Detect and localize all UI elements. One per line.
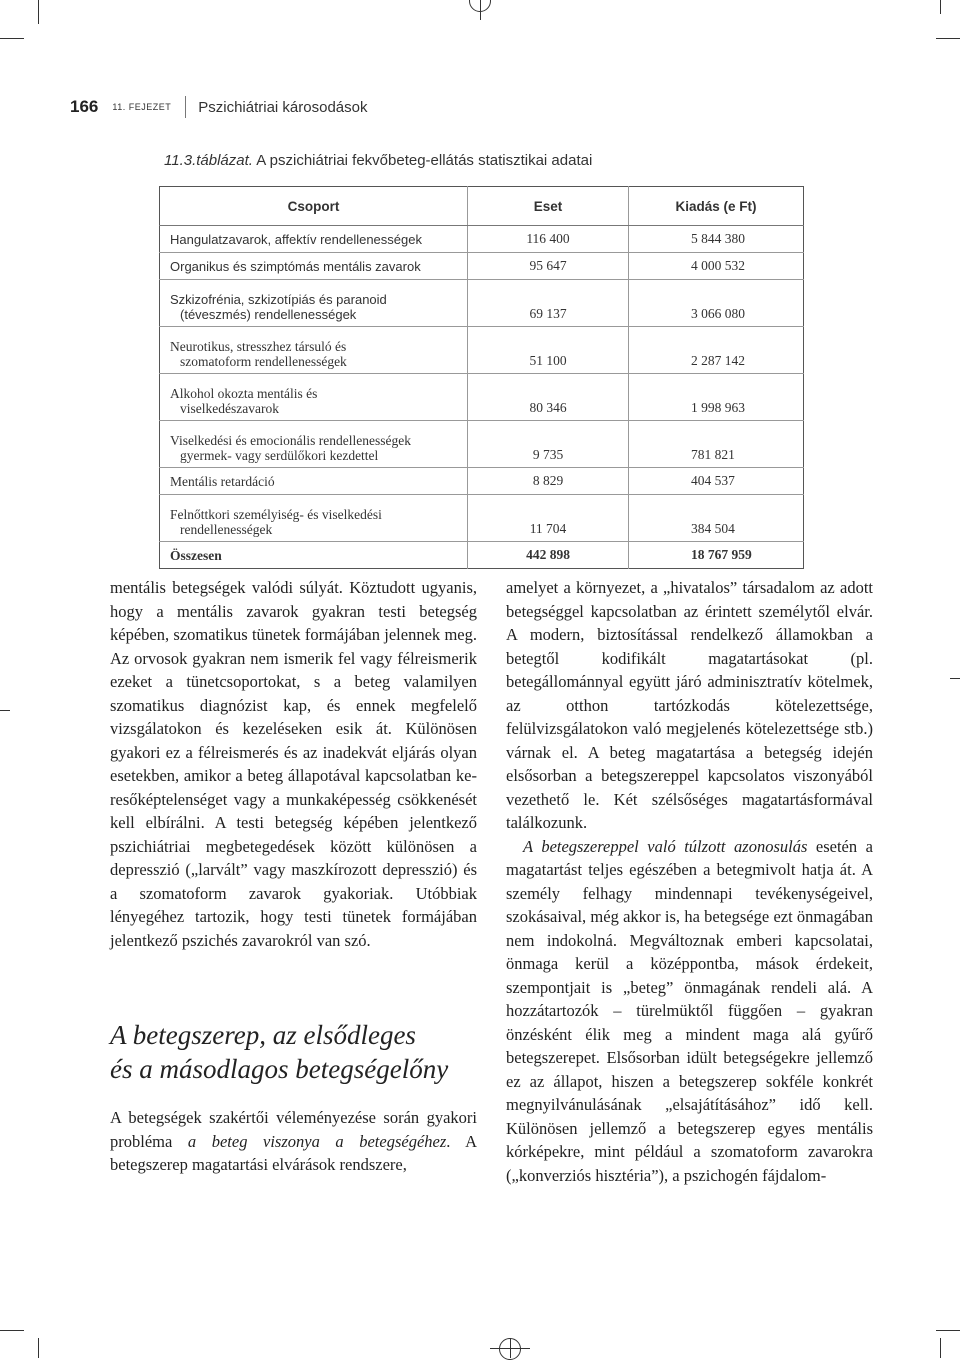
- total-label: Összesen: [160, 542, 468, 569]
- body-paragraph: A betegszereppel való túlzott azonosulás esetén a magatartást teljes egészében a betegmivolt hatja át. A személy felhagy mindennapi tevékenységeivel, szokásaival, még akkor is, ha betegsége ezt önmagában nem indokolná. Megváltoznak emberi kapcsolatai, önmaga kerül a középpontba, mások érdekeit, szempontjait is „beteg” önmagának rendeli alá. A hozzátartozók – türelmüktől függően – gyakran önzésként élik meg a mindent maga alá gyűrő betegszerepet. Elsősorban idült betegségekre jellemző ez az állapot, hiszen a betegszerep sokféle konkrét megnyilvánulásának „elsajátításához” idő kell. Különösen jellemző a betegszerep egyes mentális kórképekre, mint például a szomatoform zavarokra („konverziós hisztéria”), a pszichogén fájdalom-: [506, 836, 873, 1185]
- left-text-column: [110, 576, 477, 1177]
- registration-mark-icon: [469, 0, 491, 12]
- row-label: Neurotikus, stresszhez társuló és szomatoform rendellenességek: [160, 327, 468, 374]
- emphasis-text: A betegszereppel való túlzott azonosulás: [523, 836, 808, 856]
- table-row: [160, 280, 804, 327]
- table-row: [160, 468, 804, 495]
- header-divider: [185, 96, 186, 118]
- row-expense: 1 998 963: [629, 374, 804, 421]
- section-heading-line: A betegszerep, az elsődleges: [110, 1020, 416, 1050]
- crop-mark-bottom-left-v: [38, 1338, 39, 1358]
- crop-mark-bottom-right-v: [940, 1338, 941, 1358]
- page-number: 166: [70, 97, 99, 116]
- header-group: Csoport: [160, 187, 468, 226]
- row-expense: 3 066 080: [629, 280, 804, 327]
- row-cases: 51 100: [468, 327, 629, 374]
- table-number: 11.3.táblázat.: [164, 152, 253, 169]
- header-cases: Eset: [468, 187, 629, 226]
- table-total-row: [160, 542, 804, 569]
- row-expense: 384 504: [629, 495, 804, 542]
- side-mark-right: [950, 678, 960, 679]
- crop-mark-top-right-h: [936, 38, 960, 39]
- row-cases: 9 735: [468, 421, 629, 468]
- side-mark-left: [0, 710, 10, 711]
- row-cases: 69 137: [468, 280, 629, 327]
- row-cases: 116 400: [468, 226, 629, 253]
- crop-mark-top-left-v: [38, 0, 39, 24]
- table-header-row: [160, 187, 804, 226]
- body-paragraph: mentális betegségek valódi súlyát. Köztudott ugyanis, hogy a mentális zavarok gyakran testi betegség képében, szomatikus tünetek formájában jelennek meg. Az orvosok gyakran nem ismerik fel vagy félreismerik ezeket a tünetcsoportokat, s a beteg valamilyen szomatikus diagnózist kap, és ennek megfelelő vizsgálatokon és kezeléseken esik át. Különösen gyakori ez a félreismerés és az inadekvát eljárás olyan esetekben, amikor a beteg állapotával kapcsolatban keresőképtelenséget vagy a munkaképesség csökkenését kell elbírálni. A testi betegség képében jelentkező pszichiátriai megbetegedések között különösen a depresszió („larvált” vagy maszkírozott depresszió) és a szomatoform zavarok gyakoriak. Utóbbiak lényegéhez tartozik, hogy testi tünetek formájában jelentkező pszichés zavarokról van szó.: [110, 578, 477, 950]
- crop-mark-top-left-h: [0, 38, 24, 39]
- crop-mark-bottom-left-h: [0, 1330, 24, 1331]
- registration-mark-icon: [499, 1338, 521, 1360]
- chapter-label: 11. FEJEZET: [112, 102, 172, 112]
- row-expense: 4 000 532: [629, 253, 804, 280]
- row-cases: 80 346: [468, 374, 629, 421]
- right-text-column: [506, 576, 873, 1187]
- section-heading: [110, 1018, 477, 1086]
- row-label: Alkohol okozta mentális és viselkedészavarok: [160, 374, 468, 421]
- table-row: [160, 327, 804, 374]
- crop-mark-top-right-v: [940, 0, 941, 14]
- total-expense: 18 767 959: [691, 547, 752, 562]
- total-cases: 442 898: [468, 542, 629, 569]
- row-expense: 2 287 142: [629, 327, 804, 374]
- row-cases: 8 829: [468, 468, 629, 495]
- table-row: [160, 226, 804, 253]
- emphasis-text: a beteg viszonya a betegségéhez: [187, 1131, 447, 1151]
- table-row: [160, 253, 804, 280]
- row-expense: 781 821: [629, 421, 804, 468]
- chapter-title: Pszichiátriai károsodások: [198, 98, 368, 116]
- row-cases: 95 647: [468, 253, 629, 280]
- table-caption: [164, 152, 592, 169]
- running-head: [70, 95, 367, 119]
- row-label: Felnőttkori személyiség- és viselkedési rendellenességek: [160, 495, 468, 542]
- statistics-table: [159, 186, 804, 569]
- crop-mark-bottom-right-h: [936, 1330, 960, 1331]
- row-expense: 5 844 380: [629, 226, 804, 253]
- table-row: [160, 421, 804, 468]
- row-label: Hangulatzavarok, affektív rendellenességek: [160, 226, 468, 253]
- table-row: [160, 495, 804, 542]
- table-row: [160, 374, 804, 421]
- row-cases: 11 704: [468, 495, 629, 542]
- body-paragraph: A betegségek szakértői véleményezése során gyakori probléma a beteg viszonya a betegségéhez. A betegszerep magatartási elvárások rendszere,: [110, 1108, 477, 1174]
- section-heading-line: és a másodlagos betegségelőny: [110, 1054, 449, 1084]
- row-label: Mentális retardáció: [160, 468, 468, 495]
- body-paragraph: amelyet a környezet, a „hivatalos” társadalom az adott betegséggel kapcsolatban az érintett személytől elvár. A modern, biztosítással rendelkező államokban a betegtől kodifikált magatartásokat (pl. betegállománnyal együtt járó adminisztratív kötelmek, az otthon tartózkodás kötelezettsége, felülvizsgálatokon való megjelenés kötelezettsége stb.) várnak el. A beteg magatartása a betegség idején elsősorban a betegszereppel kapcsolatos viszonyából vezethető le. Két szélsőséges magatartásformával találkozunk.: [506, 578, 873, 832]
- row-label: Szkizofrénia, szkizotípiás és paranoid (téveszmés) rendellenességek: [160, 280, 468, 327]
- row-label: Organikus és szimptómás mentális zavarok: [160, 253, 468, 280]
- row-label: Viselkedési és emocionális rendellenességek gyermek- vagy serdülőkori kezdettel: [160, 421, 468, 468]
- table-title: A pszichiátriai fekvőbeteg-ellátás statisztikai adatai: [256, 152, 593, 169]
- row-expense: 404 537: [629, 468, 804, 495]
- header-expense: Kiadás (e Ft): [629, 187, 804, 226]
